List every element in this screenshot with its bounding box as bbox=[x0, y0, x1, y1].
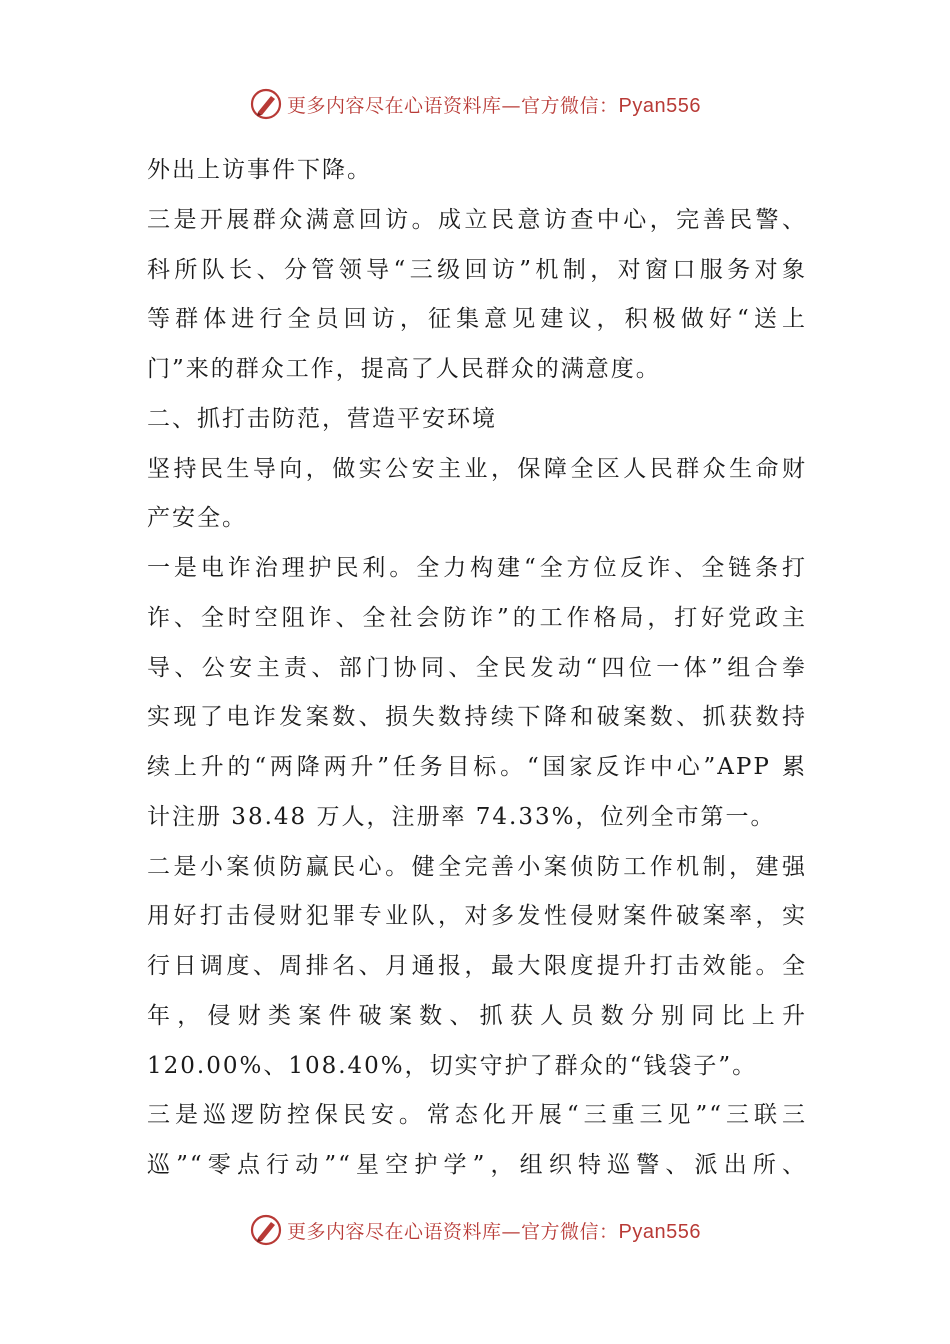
text-line: 诈、全时空阻诈、全社会防诈”的工作格局，打好党政主 bbox=[147, 604, 807, 631]
header-banner bbox=[0, 84, 950, 124]
banner-text: 更多内容尽在心语资料库—官方微信：Pyan556 bbox=[287, 1220, 701, 1243]
text-line: 用好打击侵财犯罪专业队，对多发性侵财案件破案率，实 bbox=[147, 903, 807, 930]
text-line: 年，侵财类案件破案数、抓获人员数分别同比上升 bbox=[147, 1002, 807, 1029]
banner-text: 更多内容尽在心语资料库—官方微信：Pyan556 bbox=[287, 94, 701, 117]
text-line: 续上升的“两降两升”任务目标。“国家反诈中心”APP 累 bbox=[147, 754, 807, 780]
document-body bbox=[147, 146, 807, 1191]
pen-logo-icon bbox=[249, 1213, 283, 1247]
wechat-id: Pyan556 bbox=[618, 94, 701, 117]
text-line: 120.00%、108.40%，切实守护了群众的“钱袋子”。 bbox=[147, 1052, 758, 1079]
text-line: 外出上访事件下降。 bbox=[147, 157, 372, 183]
text-line: 二是小案侦防赢民心。健全完善小案侦防工作机制，建强 bbox=[147, 853, 807, 880]
text-line: 导、公安主责、部门协同、全民发动“四位一体”组合拳 bbox=[147, 654, 807, 681]
text-line: 巡”“零点行动”“星空护学”，组织特巡警、派出所、 bbox=[147, 1152, 807, 1178]
text-line: 三是开展群众满意回访。成立民意访查中心，完善民警、 bbox=[147, 206, 807, 233]
section-heading: 二、抓打击防范，营造平安环境 bbox=[147, 405, 497, 432]
text-line: 实现了电诈发案数、损失数持续下降和破案数、抓获数持 bbox=[147, 704, 807, 731]
text-line: 三是巡逻防控保民安。常态化开展“三重三见”“三联三 bbox=[147, 1102, 807, 1129]
wechat-id: Pyan556 bbox=[618, 1220, 701, 1243]
text-line: 坚持民生导向，做实公安主业，保障全区人民群众生命财 bbox=[147, 455, 807, 482]
text-line: 等群体进行全员回访，征集意见建议，积极做好“送上 bbox=[147, 306, 807, 333]
text-line: 科所队长、分管领导“三级回访”机制，对窗口服务对象 bbox=[147, 256, 807, 283]
footer-banner bbox=[0, 1210, 950, 1250]
text-line: 门”来的群众工作，提高了人民群众的满意度。 bbox=[147, 356, 661, 382]
text-line: 产安全。 bbox=[147, 505, 247, 532]
text-line: 计注册 38.48 万人，注册率 74.33%，位列全市第一。 bbox=[147, 803, 776, 830]
text-line: 行日调度、周排名、月通报，最大限度提升打击效能。全 bbox=[147, 953, 807, 979]
pen-logo-icon bbox=[249, 87, 283, 121]
text-line: 一是电诈治理护民利。全力构建“全方位反诈、全链条打 bbox=[147, 555, 807, 581]
